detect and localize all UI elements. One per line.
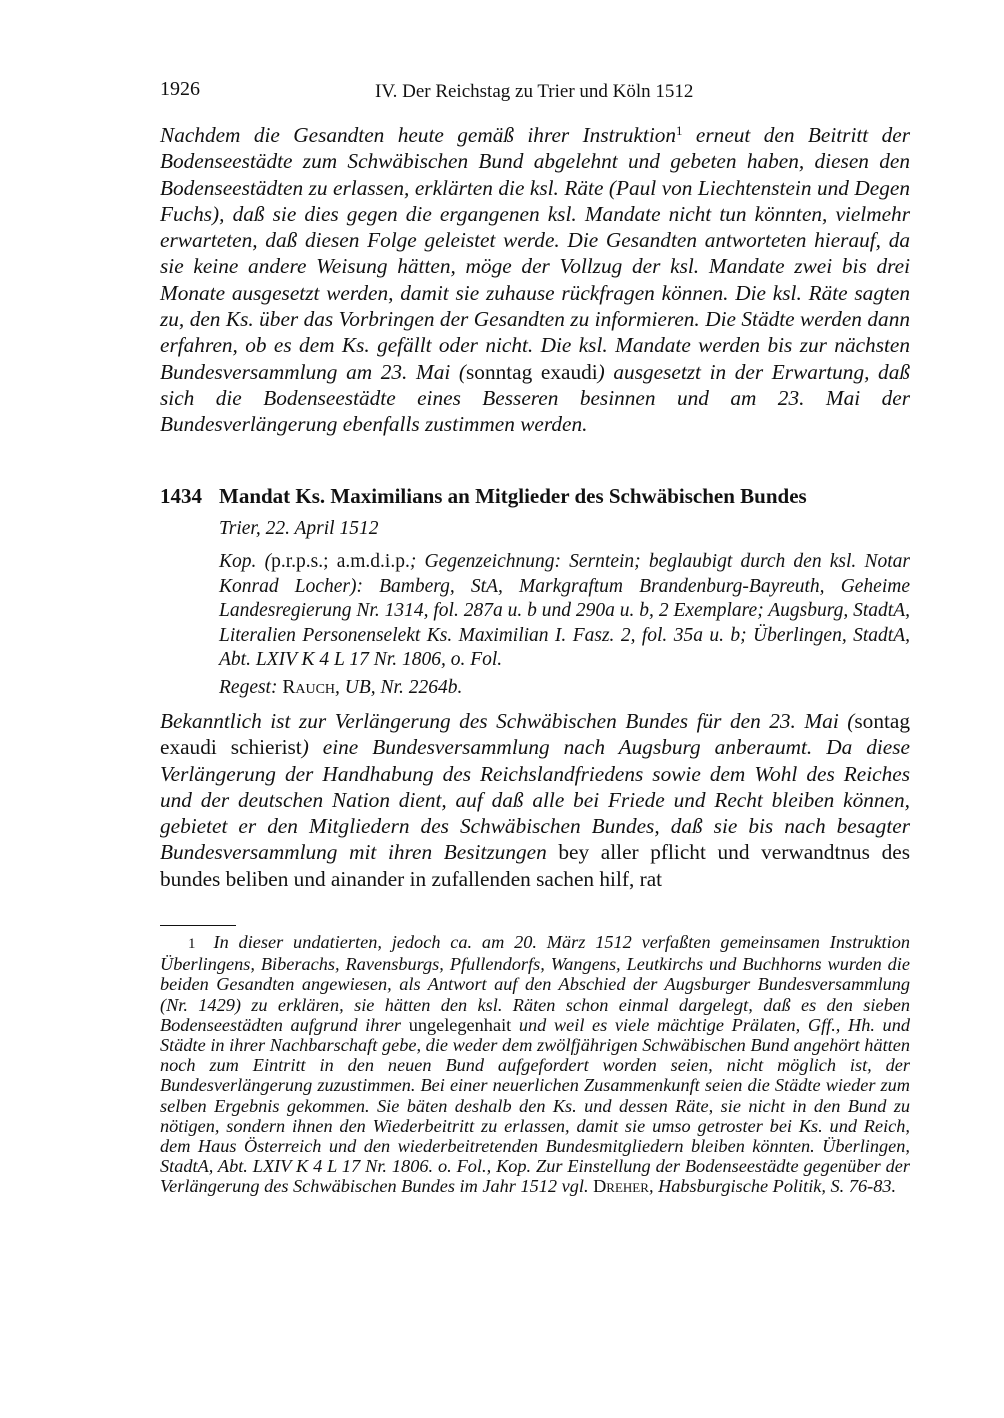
body-quote-1: sontag exaudi schierist bbox=[160, 709, 910, 760]
regest-author: Rauch bbox=[282, 677, 336, 698]
copy-source bbox=[219, 550, 910, 673]
body-text-2: ) eine Bundesversammlung nach Augsburg anberaumt. Da diese Verlängerung der Handhabung des Reichslandfriedens sowie dem Wohl des Reiches und der deutschen Nation dient, auf daß alle bei Friede und Recht bleiben können, gebietet er den Mitgliedern des Schwäbischen Bundes, daß sie bis nach besagter Bundesversammlung mit ihren Besitzungen bbox=[160, 735, 910, 865]
kop-label: Kop. ( bbox=[219, 551, 272, 572]
kop-abbr-1: p.r.p.s.; bbox=[271, 551, 329, 572]
intro-text-1: Nachdem die Gesandten heute gemäß ihrer Instruktion bbox=[160, 123, 677, 147]
regest-label: Regest: bbox=[219, 677, 283, 698]
footnote-text-3: , Habsburgische Politik, S. 76-83. bbox=[648, 1176, 897, 1197]
footnote-mark: 1 bbox=[188, 936, 196, 952]
intro-text-2: erneut den Beitritt der Bodenseestädte zum Schwäbischen Bund abgelehnt und gebeten haben, diesen den Bodenseestädten zu erlassen, erklärten die ksl. Räte (Paul von Liechtenstein und Degen Fuchs), daß sie dies gegen die ergangenen ksl. Mandate nicht tun könnten, vielmehr erwarteten, daß diesen Folge geleistet werde. Die Gesandten antworteten hierauf, da sie keine andere Weisung hätten, möge der Vollzug der ksl. Mandate zwei bis drei Monate ausgesetzt werden, damit sie zuhause rückfragen können. Die ksl. Räte sagten zu, den Ks. über das Vorbringen der Gesandten zu informieren. Die Städte werden dann erfahren, ob es dem Ks. gefällt oder nicht. Die ksl. Mandate werden bis zur nächsten Bundesversammlung am 23. Mai ( bbox=[160, 123, 910, 384]
document-title: Mandat Ks. Maximilians an Mitglieder des Schwäbischen Bundes bbox=[219, 484, 807, 508]
regest bbox=[219, 676, 910, 701]
kop-abbr-2: a.m.d.i.p. bbox=[336, 551, 410, 572]
footnote-divider bbox=[160, 925, 236, 926]
intro-paragraph bbox=[160, 122, 910, 438]
regest-ref: , UB, Nr. 2264b. bbox=[335, 677, 463, 698]
place-date: Trier, 22. April 1512 bbox=[219, 518, 379, 539]
footnote-author: Dreher bbox=[593, 1176, 649, 1197]
footnote-text-2: und weil es viele mächtige Prälaten, Gff., Hh. und Städte in ihrer Nachbarschaft gebe, die weder dem zwölfjährigen Schwäbischen Bund angehört hätten noch zum Eintritt in den neuen Bund aufgefordert worden seien, nicht möglich ist, der Bundesverlängerung zuzustimmen. Bei einer neuerlichen Zusammenkunft seien die Städte wieder zum selben Ergebnis gekommen. Sie bäten deshalb den Ks. und dessen Räte, sie nicht in den Bund zu nötigen, sondern ihnen den Wiederbeitritt zu erlassen, damit sie umso getroster bei Ks. und Reich, dem Haus Österreich und den wiederbeitretenden Bundesmitgliedern bleiben könnten. Überlingen, StadtA, Abt. LXIV K 4 L 17 Nr. 1806. o. Fol., Kop. Zur Einstellung der Bodenseestädte gegenüber der Verlängerung des Schwäbischen Bundes im Jahr 1512 vgl. bbox=[160, 1014, 910, 1197]
body-paragraph bbox=[160, 708, 910, 892]
footnote-text-1: In dieser undatierten, jedoch ca. am 20. März 1512 verfaßten gemeinsamen Instruktion Überlingens, Biberachs, Ravensburgs, Pfullendorfs, Wangens, Leutkirchs und Buchhorns wurden die beiden Gesandten angewiesen, als Antwort auf den Abschied der Augsburger Bundesversammlung (Nr. 1429) zu erklären, sie hätten den ksl. Räten schon einmal dargelegt, daß es den sieben Bodenseestädten aufgrund ihrer bbox=[160, 932, 910, 1035]
body-text-1: Bekanntlich ist zur Verlängerung des Schwäbischen Bundes für den 23. Mai ( bbox=[160, 709, 855, 733]
body-quote-2: bey aller pflicht und verwandtnus des bundes beliben und ainander in zufallenden sachen hilf, rat bbox=[160, 840, 910, 891]
footnote-quote: ungelegenhait bbox=[408, 1014, 512, 1035]
document-number: 1434 bbox=[160, 484, 202, 508]
footnote-reference[interactable]: 1 bbox=[676, 123, 683, 138]
footnote-1 bbox=[160, 932, 910, 1197]
page-number: 1926 bbox=[160, 78, 200, 100]
intro-quote: sonntag exaudi bbox=[466, 359, 598, 384]
kop-text: ; Gegenzeichnung: Serntein; beglaubigt durch den ksl. Notar Konrad Locher): Bamberg, StA, Markgraftum Brandenburg-Bayreuth, Geheime Landesregierung Nr. 1314, fol. 287a u. b und 290a u. b, 2 Exemplare; Augsburg, StadtA, Literalien Personenselekt Ks. Maximilian I. Fasz. 2, fol. 35a u. b; Überlingen, StadtA, Abt. LXIV K 4 L 17 Nr. 1806, o. Fol. bbox=[219, 551, 911, 670]
running-title: IV. Der Reichstag zu Trier und Köln 1512 bbox=[375, 81, 694, 102]
intro-text-3: ) ausgesetzt in der Erwartung, daß sich die Bodenseestädte eines Besseren besinnen und am 23. Mai der Bundesverlängerung ebenfalls zustimmen werden. bbox=[160, 359, 910, 437]
